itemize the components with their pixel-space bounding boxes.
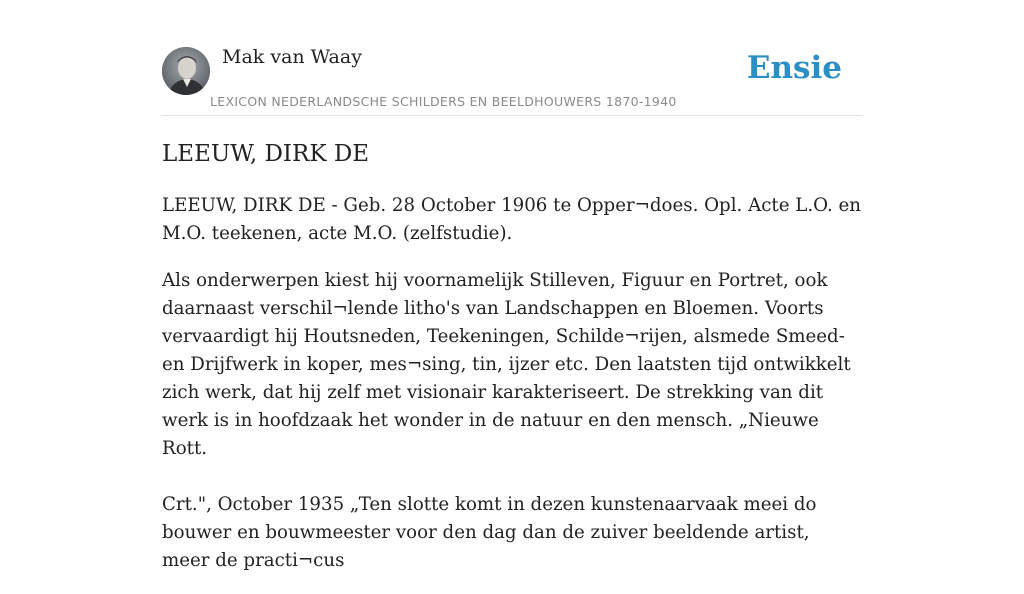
article-paragraph: Crt.", October 1935 „Ten slotte komt in dezen kunstenaarvaak meei do bouwer en bouwmeester voor den dag dan de zuiver beeldende artist, meer de practi¬cus xyxy=(162,494,817,571)
page-container xyxy=(162,0,862,571)
ensie-logo[interactable]: Ensie xyxy=(746,50,842,86)
author-portrait-icon xyxy=(162,47,210,95)
article-header xyxy=(162,0,862,116)
lexicon-name[interactable]: LEXICON NEDERLANDSCHE SCHILDERS EN BEELDHOUWERS 1870-1940 xyxy=(210,94,677,109)
article-paragraph: Als onderwerpen kiest hij voornamelijk Stilleven, Figuur en Portret, ook daarnaast verschil¬lende litho's van Landschappen en Bloemen. Voorts vervaardigt hij Houtsneden, Teekeningen, Schilde¬rijen, alsmede Smeed- en Drijfwerk in koper, mes¬sing, tin, ijzer etc. Den laatsten tijd ontwikkelt zich werk, dat hij zelf met visionair karakteriseert. De strekking van dit werk is in hoofdzaak het wonder in de natuur en den mensch. „Nieuwe Rott. xyxy=(162,270,851,459)
article-title: LEEUW, DIRK DE xyxy=(162,141,370,167)
author-name[interactable]: Mak van Waay xyxy=(222,46,362,68)
article-paragraph: LEEUW, DIRK DE - Geb. 28 October 1906 te Opper¬does. Opl. Acte L.O. en M.O. teekenen, acte M.O. (zelfstudie). xyxy=(162,195,861,244)
author-avatar[interactable] xyxy=(162,47,210,95)
article-body xyxy=(162,192,862,594)
